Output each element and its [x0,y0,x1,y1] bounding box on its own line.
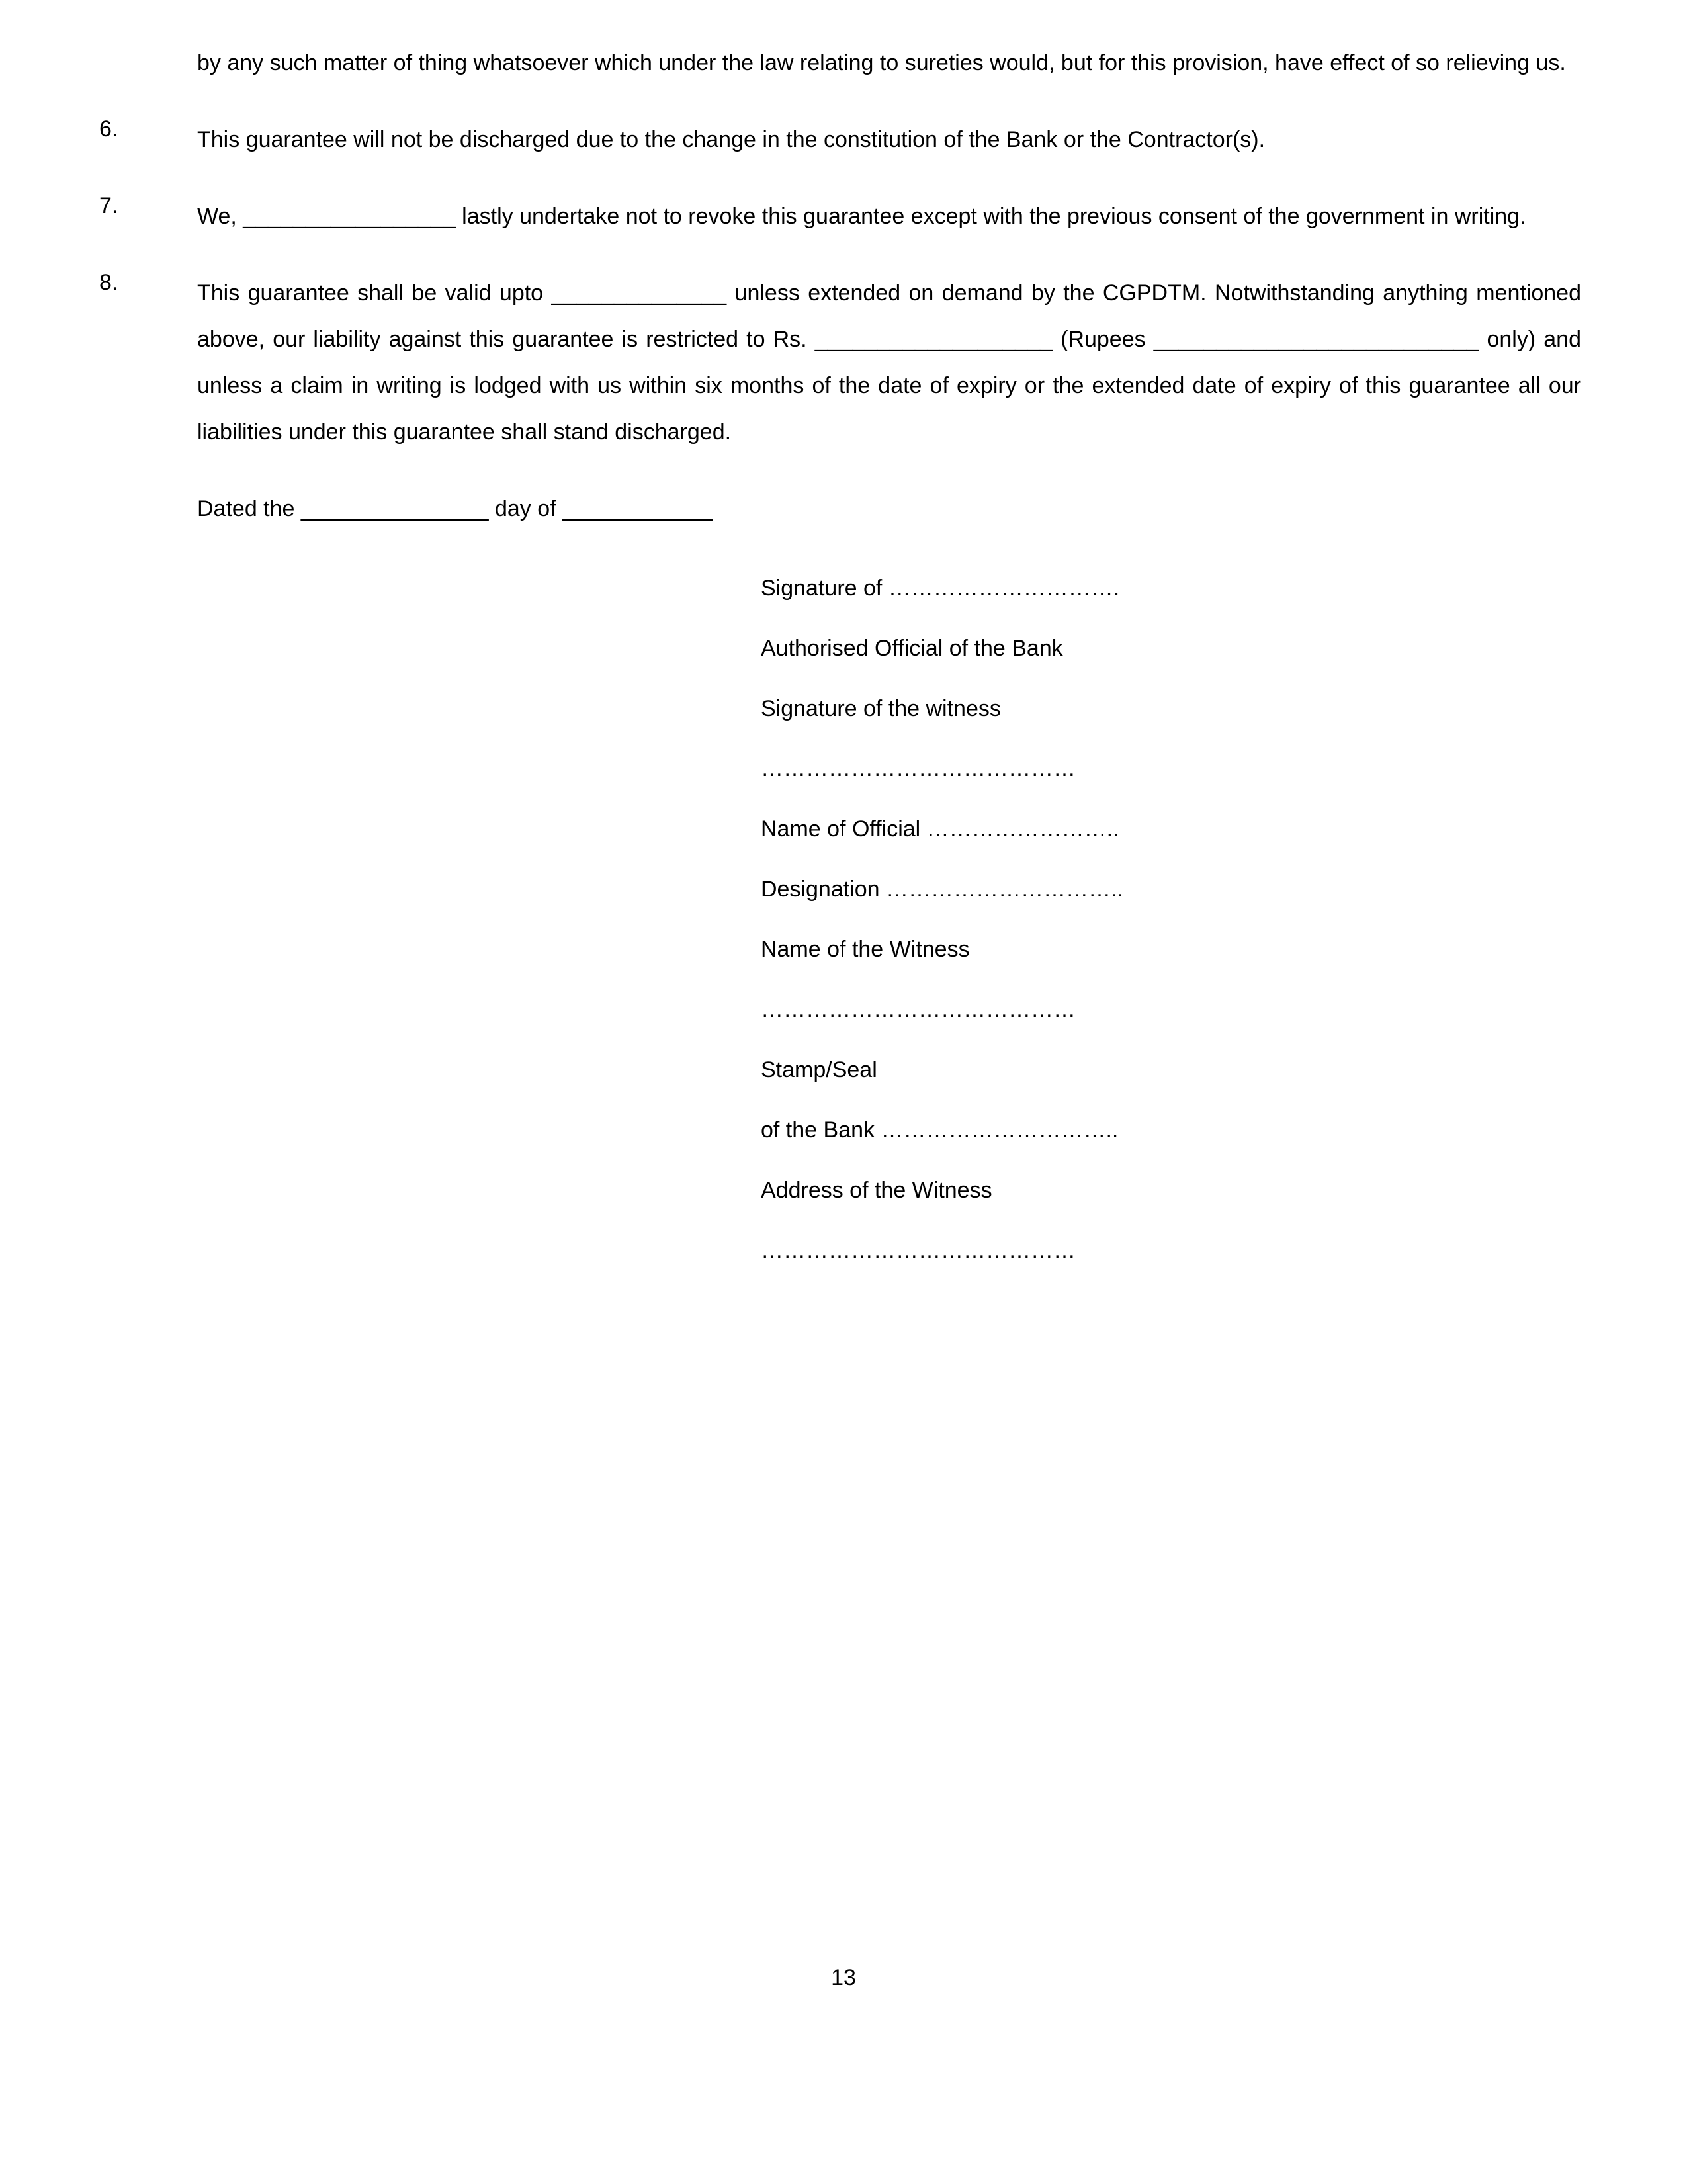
clause-6-number: 6. [99,116,118,142]
clause-7 [99,193,1588,240]
clause-6-text: This guarantee will not be discharged due to the change in the constitution of the Bank or the Contractor(s). [197,127,1266,152]
signature-line-dots-3: …………………………………… [761,1238,1076,1263]
signature-line-name-of-witness: Name of the Witness [761,937,970,962]
clause-6 [99,116,1588,163]
signature-line-signature-of: Signature of …………………………. [761,576,1120,601]
page-content [99,40,1588,1281]
page-number: 13 [831,1965,856,1990]
signature-line-of-the-bank: of the Bank ………………………….. [761,1117,1119,1143]
signature-line-designation: Designation ………………………….. [761,877,1123,902]
clause-7-text: We, _________________ lastly undertake not to revoke this guarantee except with the previous consent of the government in writing. [197,204,1526,229]
signature-line-dots-1: …………………………………… [761,756,1076,781]
signature-block [761,558,1588,1281]
clause-7-number: 7. [99,193,118,218]
signature-line-stamp-seal: Stamp/Seal [761,1057,877,1082]
paragraph-number-blank [99,40,197,41]
dated-line: Dated the _______________ day of ____________ [197,496,713,521]
paragraph-continued [99,40,1588,86]
signature-line-authorised-official: Authorised Official of the Bank [761,636,1063,661]
signature-line-signature-witness: Signature of the witness [761,696,1001,721]
clause-8 [99,270,1588,455]
signature-line-name-of-official: Name of Official …………………….. [761,816,1119,842]
signature-line-dots-2: …………………………………… [761,997,1076,1022]
clause-8-number: 8. [99,270,118,295]
clause-8-text: This guarantee shall be valid upto ______________ unless extended on demand by the CGPDTM. Notwithstanding anything mentioned above, our liability against this guarantee is restricted to Rs. ___________________ (Rupees __________________________ only) and unless a claim in writing is lodged with us within six months of the date of expiry or the extended date of expiry of this guarantee all our liabilities under this guarantee shall stand discharged. [197,281,1581,445]
signature-line-address-of-witness: Address of the Witness [761,1178,992,1203]
paragraph-continued-text: by any such matter of thing whatsoever which under the law relating to sureties would, but for this provision, have effect of so relieving us. [197,50,1566,75]
